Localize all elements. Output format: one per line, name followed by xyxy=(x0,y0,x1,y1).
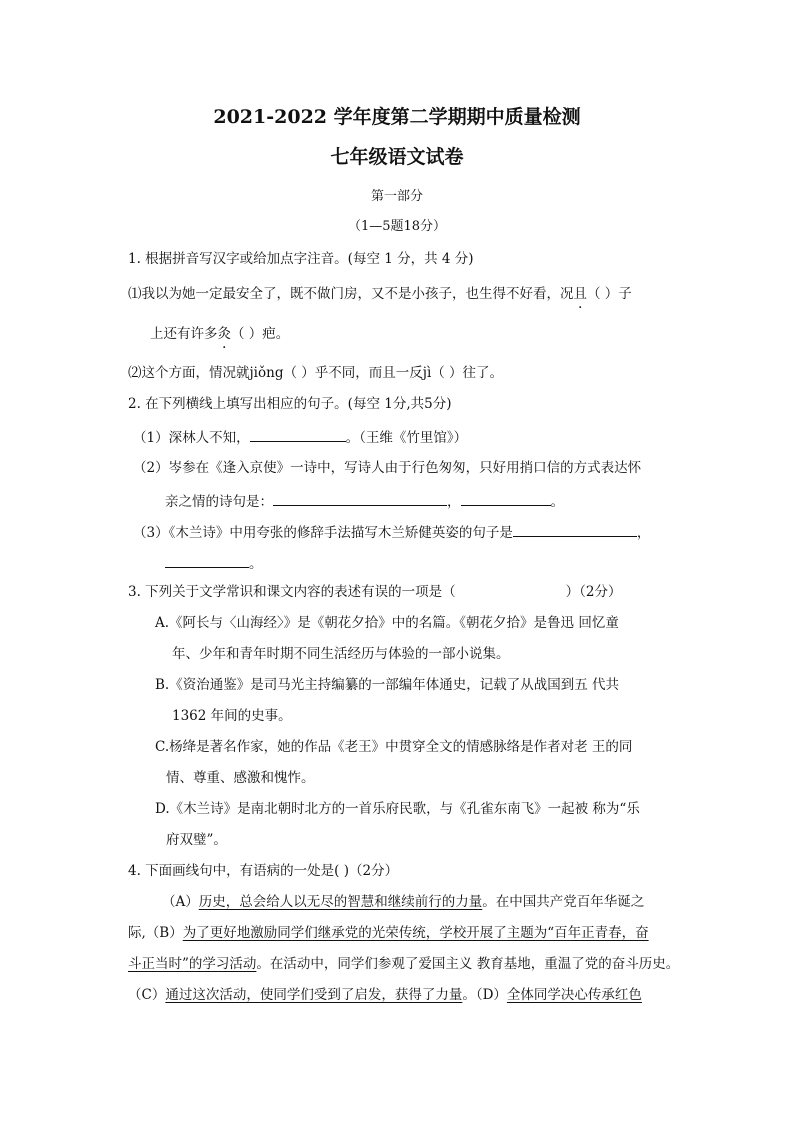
q2-item2-text-b: 亲之情的诗句是： xyxy=(165,494,273,510)
q1-item1-text-b: （ ）子 xyxy=(587,286,632,302)
q3-option-b-line2: 1362 年间的史事。 xyxy=(172,708,292,724)
q1-item1-dotted-char-1: 且 xyxy=(573,286,587,302)
q2-item2-sep: ， xyxy=(447,494,461,510)
q4-label-b: 际,（B） xyxy=(128,925,183,941)
q4-underlined-c: 通过这次活动，使同学们受到了启发，获得了力量 xyxy=(165,987,463,1003)
q4-passage-line1 xyxy=(162,893,644,911)
q2-item1-text-b: 。（王维《竹里馆》） xyxy=(345,430,468,446)
q1-item1-text-d: （ ）疤。 xyxy=(231,326,290,342)
part-heading: 第一部分 xyxy=(370,189,423,204)
exam-title: 2021-2022 学年度第二学期期中质量检测 xyxy=(213,106,581,128)
q2-item3-text-a: （3）《木兰诗》中用夸张的修辞手法描写木兰矫健英姿的句子是 xyxy=(133,525,513,541)
q3-stem-b: ）（2分） xyxy=(565,584,622,600)
q1-stem: 1. 根据拼音写汉字或给加点字注音。(每空 1 分，共 4 分) xyxy=(128,251,474,267)
q4-label-d: 。（D） xyxy=(462,987,507,1003)
answer-blank[interactable] xyxy=(165,553,249,568)
q2-stem: 2. 在下列横线上填写出相应的句子。(每空 1分,共5分) xyxy=(128,396,452,412)
answer-blank[interactable] xyxy=(273,491,447,506)
q2-item2-line2 xyxy=(165,491,564,511)
q2-item3-sep: ， xyxy=(636,525,651,541)
q2-item2-end: 。 xyxy=(550,494,564,510)
q3-option-c-line2: 情、尊重、感激和愧怍。 xyxy=(166,770,315,786)
part-note: （1—5题18分） xyxy=(347,219,447,234)
answer-blank[interactable] xyxy=(513,522,637,537)
q2-item3-line1 xyxy=(133,522,650,542)
q3-option-d-line1: D.《木兰诗》是南北朝时北方的一首乐府民歌，与《孔雀东南飞》一起被 称为“乐 xyxy=(155,801,640,817)
q4-passage-line3 xyxy=(128,955,679,973)
q3-stem-a: 3. 下列关于文学常识和课文内容的表述有误的一项是（ xyxy=(128,584,456,600)
q4-underlined-b: 为了更好地激励同学们继承党的光荣传统，学校开展了主题为“百年正青春，奋 xyxy=(182,925,649,941)
q4-underlined-a: 历史，总会给人以无尽的智慧和继续前行的力量 xyxy=(198,894,483,910)
q3-option-a-line1: A.《阿长与〈山海经〉》是《朝花夕拾》中的名篇。《朝花夕拾》是鲁迅 回忆童 xyxy=(155,615,619,631)
q1-item1-text-a: ⑴我以为她一定最安全了，既不做门房，又不是小孩子，也生得不好看，况 xyxy=(128,286,574,302)
q4-passage-line4 xyxy=(128,986,642,1004)
q3-option-a-line2: 年、少年和青年时期不同生活经历与体验的一部小说集。 xyxy=(172,646,510,662)
q1-item2: ⑵这个方面，情况就jiǒng（ ）乎不同，而且一反jì（ ）往了。 xyxy=(128,365,504,381)
q3-option-b-line1: B.《资治通鉴》是司马光主持编纂的一部编年体通史，记载了从战国到五 代共 xyxy=(155,677,620,693)
q4-label-c: （C） xyxy=(128,987,166,1003)
q2-item3-line2 xyxy=(165,553,263,573)
q4-label-a: （A） xyxy=(162,894,199,910)
q4-stem: 4. 下面画线句中，有语病的一处是( )（2分） xyxy=(128,863,399,879)
q4-text-b: 。在活动中，同学们参观了爱国主义 教育基地，重温了党的奋斗历史。 xyxy=(256,956,680,972)
q1-item1-dotted-char-2: 灸 xyxy=(217,326,231,342)
q3-option-c-line1: C.杨绛是著名作家，她的作品《老王》中贯穿全文的情感脉络是作者对老 王的同 xyxy=(155,739,633,755)
answer-blank[interactable] xyxy=(250,427,346,442)
q1-item1-line2 xyxy=(150,325,289,343)
answer-blank[interactable] xyxy=(461,491,551,506)
exam-subtitle: 七年级语文试卷 xyxy=(330,146,464,168)
q2-item1-text-a: （1）深林人不知， xyxy=(133,430,250,446)
q4-underlined-d: 全体同学决心传承红色 xyxy=(506,987,642,1003)
q2-item3-end: 。 xyxy=(249,556,263,572)
q4-underlined-b-cont: 斗正当时”的学习活动 xyxy=(128,956,257,972)
q4-passage-line2 xyxy=(128,924,649,942)
q4-text-a: 。在中国共产党百年华诞之 xyxy=(482,894,645,910)
q1-item1-text-c: 上还有许多 xyxy=(150,326,218,342)
q3-stem xyxy=(128,583,622,601)
q2-item1 xyxy=(133,427,467,447)
q3-option-d-line2: 府双璧”。 xyxy=(166,832,227,848)
q2-item2-line1: （2）岑参在《逢入京使》一诗中，写诗人由于行色匆匆，只好用捎口信的方式表达怀 xyxy=(133,460,642,476)
q1-item1-line1 xyxy=(128,285,632,303)
